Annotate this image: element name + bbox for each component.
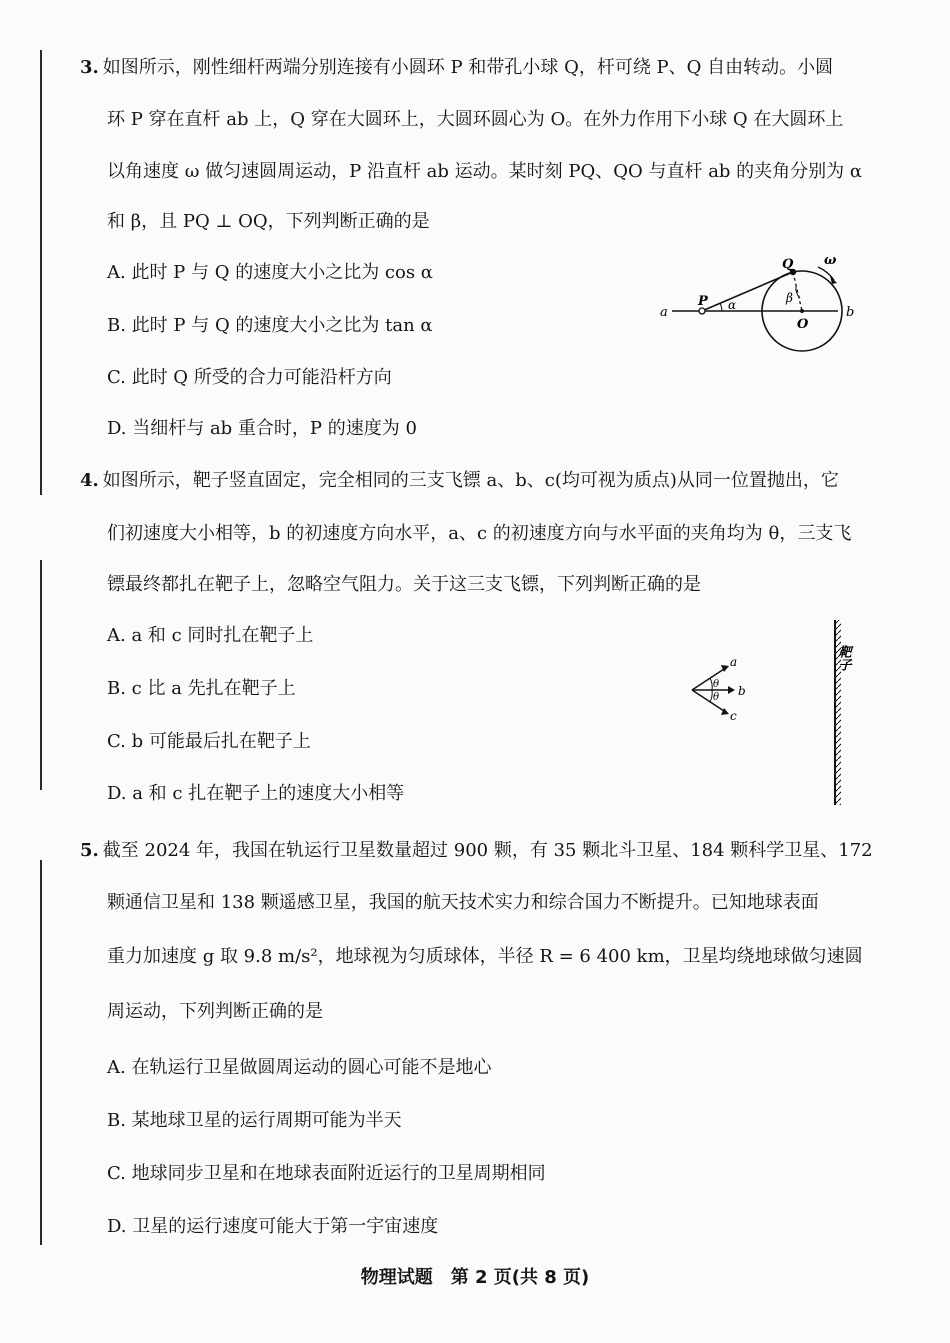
label-theta: θ [713,679,720,690]
question-text-line: 镖最终都扎在靶子上，忽略空气阻力。关于这三支飞镖，下列判断正确的是 [107,574,701,595]
target-board [826,615,856,810]
dart-figure [680,640,760,730]
option-d: D. 卫星的运行速度可能大于第一宇宙速度 [107,1216,439,1237]
theta-arc-top [710,678,712,690]
page-footer: 物理试题 第 2 页(共 8 页) [360,1267,590,1288]
question-text-line: 颗通信卫星和 138 颗遥感卫星，我国的航天技术实力和综合国力不断提升。已知地球表面 [107,892,819,913]
option-a: A. 在轨运行卫星做圆周运动的圆心可能不是地心 [107,1057,492,1078]
option-c: C. 地球同步卫星和在地球表面附近运行的卫星周期相同 [107,1163,546,1184]
line-qo [793,272,802,311]
question-number: 5. [80,840,99,861]
option-b: B. 此时 P 与 Q 的速度大小之比为 tan α [107,315,433,336]
target-label: 靶子 [835,645,851,671]
question-text-line: 和 β，且 PQ ⊥ OQ，下列判断正确的是 [107,211,430,232]
label-omega: ω [824,253,837,268]
center-o [800,309,804,313]
question-number: 3. [80,57,99,78]
option-b: B. c 比 a 先扎在靶子上 [107,678,296,699]
option-a: A. a 和 c 同时扎在靶子上 [107,625,314,646]
label-a: a [660,305,668,320]
option-c: C. 此时 Q 所受的合力可能沿杆方向 [107,367,392,388]
option-c: C. b 可能最后扎在靶子上 [107,731,311,752]
dart-a-line [692,669,724,690]
question-text-line: 如图所示，刚性细杆两端分别连接有小圆环 P 和带孔小球 Q，杆可绕 P、Q 自由转动。小圆 [102,57,834,78]
question-text-line: 截至 2024 年，我国在轨运行卫星数量超过 900 颗，有 35 颗北斗卫星、184 颗科学卫星、172 [102,840,873,861]
label-beta: β [786,291,793,305]
question-text-line: 以角速度 ω 做匀速圆周运动，P 沿直杆 ab 运动。某时刻 PQ、QO 与直杆 ab 的夹角分别为 α [107,161,863,182]
label-theta: θ [713,692,720,703]
label-c: c [730,709,737,723]
label-b: b [846,305,855,320]
label-alpha: α [728,298,737,312]
label-o: O [797,317,809,332]
question-text-line: 重力加速度 g 取 9.8 m/s²，地球视为匀质球体，半径 R = 6 400 km，卫星均绕地球做匀速圆 [107,946,863,967]
dart-b-arrowhead [728,686,735,694]
rod-pq [702,272,793,311]
margin-line [40,50,42,495]
option-a: A. 此时 P 与 Q 的速度大小之比为 cos α [107,262,433,283]
label-q: Q [782,257,794,272]
question-text-line: 如图所示，靶子竖直固定，完全相同的三支飞镖 a、b、c(均可视为质点)从同一位置抛出，它 [102,470,839,491]
label-a: a [730,655,738,669]
label-b: b [738,684,746,698]
dart-c-line [692,690,724,711]
question-text-line: 们初速度大小相等，b 的初速度方向水平，a、c 的初速度方向与水平面的夹角均为 θ，三支飞 [107,523,852,544]
margin-line [40,860,42,1245]
label-p: P [698,294,708,309]
question-number: 4. [80,470,99,491]
option-b: B. 某地球卫星的运行周期可能为半天 [107,1110,402,1131]
margin-line [40,560,42,790]
alpha-arc [720,303,722,311]
ring-rod-figure [650,250,870,370]
option-d: D. a 和 c 扎在靶子上的速度大小相等 [107,783,405,804]
theta-arc-bottom [710,690,712,702]
question-text-line: 环 P 穿在直杆 ab 上，Q 穿在大圆环上，大圆环圆心为 O。在外力作用下小球 Q 在大圆环上 [107,109,844,130]
question-text-line: 周运动，下列判断正确的是 [107,1001,323,1022]
option-d: D. 当细杆与 ab 重合时，P 的速度为 0 [107,418,417,439]
